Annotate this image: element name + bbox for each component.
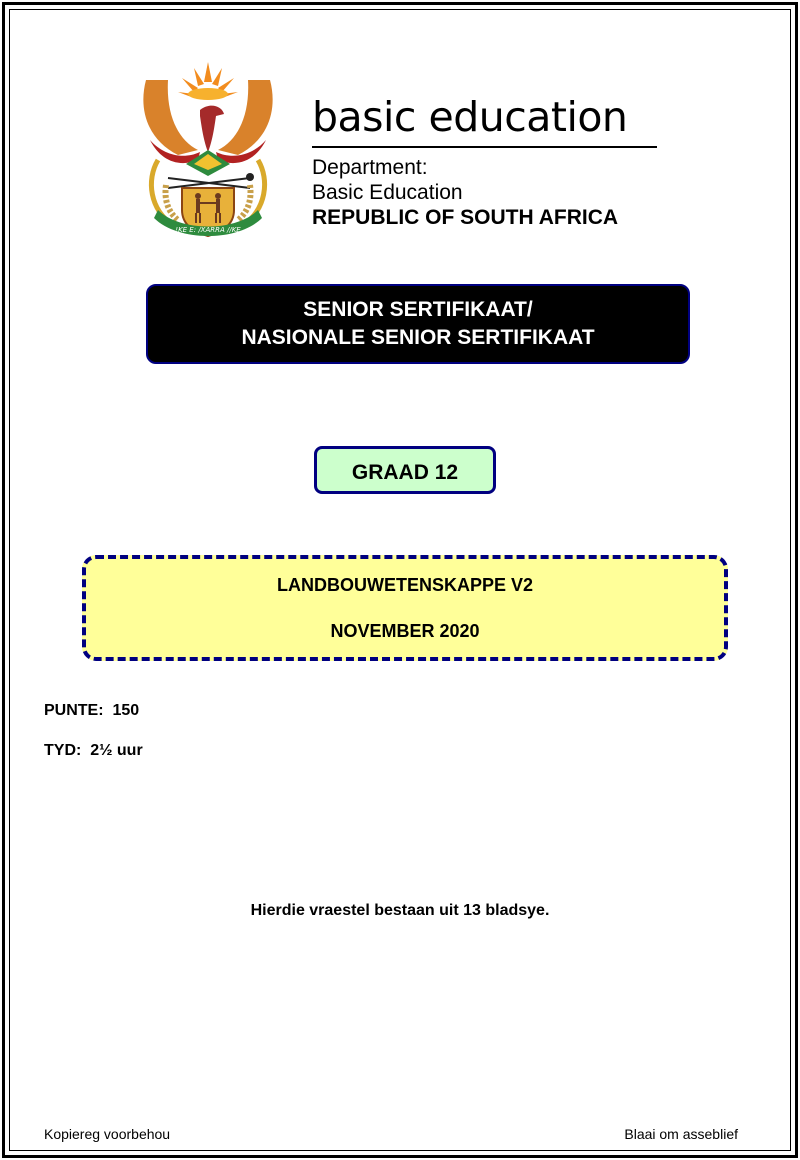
brand-block (312, 92, 657, 230)
subject-box (82, 555, 728, 661)
svg-text:!KE E: /XARRA //KE: !KE E: /XARRA //KE (175, 226, 241, 234)
brand-divider (312, 146, 657, 148)
footer-copyright: Kopiereg voorbehou (44, 1126, 171, 1142)
grade-badge: GRAAD 12 (314, 446, 496, 494)
certificate-line-1: SENIOR SERTIFIKAAT/ (303, 298, 533, 321)
department-name: Basic Education (312, 181, 463, 204)
country-name: REPUBLIC OF SOUTH AFRICA (312, 206, 619, 229)
page-count-note: Hierdie vraestel bestaan uit 13 bladsye. (250, 902, 550, 919)
exam-session: NOVEMBER 2020 (330, 621, 480, 641)
marks-info: PUNTE: 150 (44, 702, 140, 719)
time-info: TYD: 2½ uur (44, 742, 143, 759)
subject-name: LANDBOUWETENSKAPPE V2 (276, 575, 534, 595)
department-label: Department: (312, 156, 428, 179)
brand-title: basic education (312, 93, 628, 141)
footer-turn-page: Blaai om asseblief (624, 1126, 738, 1142)
coat-of-arms-icon (138, 60, 278, 240)
certificate-banner (146, 284, 690, 364)
certificate-line-2: NASIONALE SENIOR SERTIFIKAAT (241, 326, 595, 349)
